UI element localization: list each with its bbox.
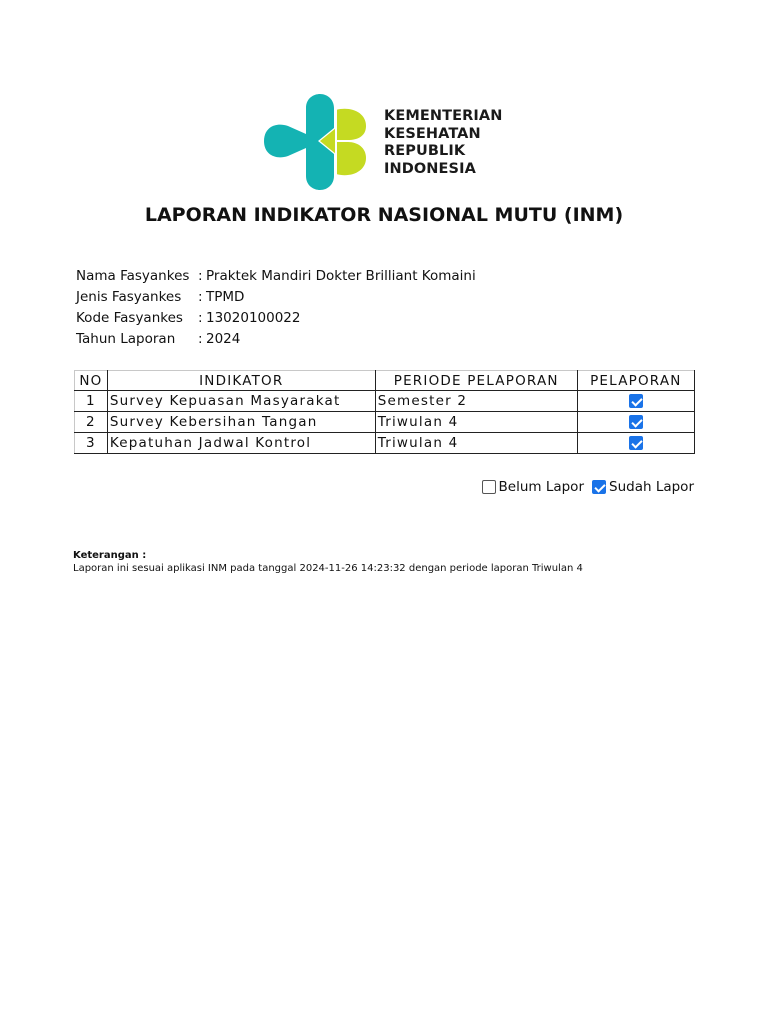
row-indikator: Survey Kepuasan Masyarakat [107,391,375,412]
status-legend [482,479,695,495]
info-label: Jenis Fasyankes [76,289,182,305]
info-value: TPMD [206,289,245,305]
info-label: Nama Fasyankes [76,268,190,284]
info-separator: : [198,331,203,347]
checkbox-checked-icon[interactable] [592,480,606,494]
report-title: LAPORAN INDIKATOR NASIONAL MUTU (INM) [144,204,624,226]
info-separator: : [198,268,203,284]
logo-line-1: KEMENTERIAN [384,108,503,124]
row-no: 3 [75,433,108,454]
row-pelaporan [577,412,694,433]
checkbox-checked-icon[interactable] [629,436,643,450]
info-label: Tahun Laporan [76,331,176,347]
keterangan-title: Keterangan : [73,550,147,561]
facility-info [76,266,476,350]
table-row [75,412,695,433]
header-no: NO [75,371,108,391]
info-separator: : [198,289,203,305]
info-separator: : [198,310,203,326]
table-row [75,391,695,412]
logo-line-4: INDONESIA [384,160,476,177]
header-pelaporan: PELAPORAN [577,371,694,391]
checkbox-checked-icon[interactable] [629,415,643,429]
header-indikator: INDIKATOR [107,371,375,391]
info-row-tahun [76,329,476,350]
indicator-table [74,370,695,454]
info-row-jenis [76,287,476,308]
table-row [75,433,695,454]
row-periode: Triwulan 4 [375,433,577,454]
row-no: 2 [75,412,108,433]
info-row-kode [76,308,476,329]
info-label: Kode Fasyankes [76,310,183,326]
checkbox-unchecked-icon[interactable] [482,480,496,494]
row-periode: Triwulan 4 [375,412,577,433]
row-pelaporan [577,391,694,412]
row-pelaporan [577,433,694,454]
row-periode: Semester 2 [375,391,577,412]
table-header-row [75,371,695,391]
checkbox-checked-icon[interactable] [629,394,643,408]
logo-line-3: REPUBLIK [384,143,466,159]
row-no: 1 [75,391,108,412]
keterangan-text: Laporan ini sesuai aplikasi INM pada tanggal 2024-11-26 14:23:32 dengan periode laporan Triwulan 4 [73,563,583,574]
header-periode: PERIODE PELAPORAN [375,371,577,391]
logo-line-2: KESEHATAN [384,125,481,142]
logo-wordmark [384,108,502,178]
info-row-nama [76,266,476,287]
info-value: 13020100022 [206,310,301,326]
row-indikator: Kepatuhan Jadwal Kontrol [107,433,375,454]
legend-sudah-lapor: Sudah Lapor [609,479,694,495]
info-value: 2024 [206,331,241,347]
row-indikator: Survey Kebersihan Tangan [107,412,375,433]
info-value: Praktek Mandiri Dokter Brilliant Komaini [206,268,476,284]
legend-belum-lapor: Belum Lapor [498,479,584,495]
kemenkes-logo-icon [262,94,374,190]
